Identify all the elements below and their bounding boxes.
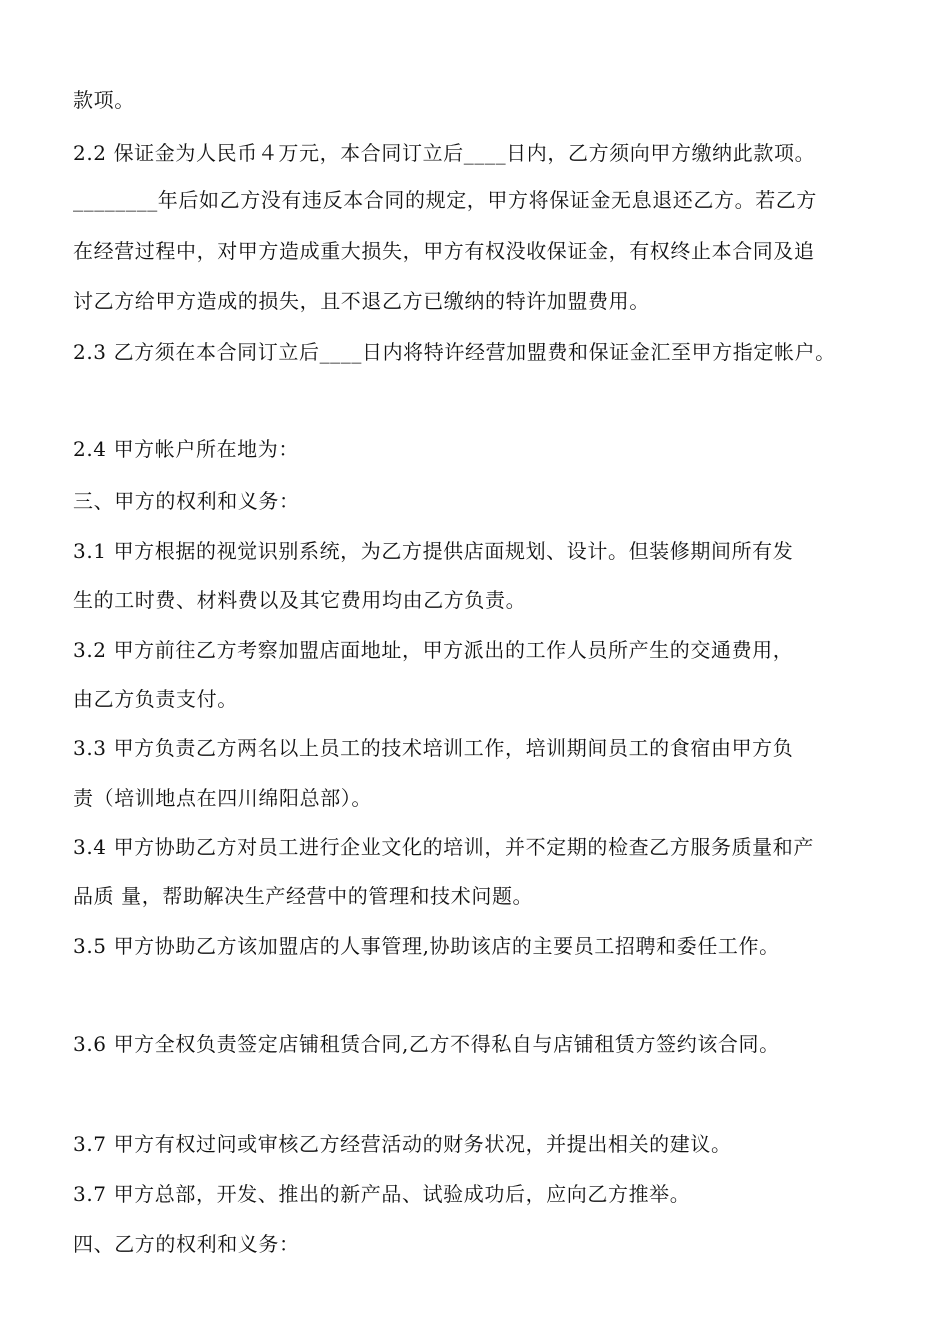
text-line: 3.1 甲方根据的视觉识别系统，为乙方提供店面规划、设计。但装修期间所有发 [73, 539, 794, 563]
text-line: 2.2 保证金为人民币４万元，本合同订立后____日内，乙方须向甲方缴纳此款项。 [73, 141, 816, 165]
text-line: 3.4 甲方协助乙方对员工进行企业文化的培训，并不定期的检查乙方服务质量和产 [73, 835, 814, 859]
section-heading: 四、乙方的权利和义务： [73, 1232, 300, 1256]
text-line: 责（培训地点在四川绵阳总部）。 [73, 786, 372, 810]
text-line: ________年后如乙方没有违反本合同的规定，甲方将保证金无息退还乙方。若乙方 [73, 188, 817, 212]
text-line: 3.2 甲方前往乙方考察加盟店面地址，甲方派出的工作人员所产生的交通费用， [73, 638, 794, 662]
text-line: 由乙方负责支付。 [73, 687, 238, 711]
text-line: 生的工时费、材料费以及其它费用均由乙方负责。 [73, 588, 527, 612]
text-line: 3.3 甲方负责乙方两名以上员工的技术培训工作，培训期间员工的食宿由甲方负 [73, 736, 794, 760]
text-line: 3.7 甲方总部，开发、推出的新产品、试验成功后，应向乙方推举。 [73, 1182, 691, 1206]
text-line: 品质 量，帮助解决生产经营中的管理和技术问题。 [73, 884, 534, 908]
text-line: 3.7 甲方有权过问或审核乙方经营活动的财务状况，并提出相关的建议。 [73, 1132, 732, 1156]
text-line: 讨乙方给甲方造成的损失，且不退乙方已缴纳的特许加盟费用。 [73, 289, 650, 313]
section-heading: 三、甲方的权利和义务： [73, 489, 300, 513]
text-line: 在经营过程中，对甲方造成重大损失，甲方有权没收保证金，有权终止本合同及追 [73, 239, 815, 263]
text-line: 3.5 甲方协助乙方该加盟店的人事管理,协助该店的主要员工招聘和委任工作。 [73, 934, 780, 958]
text-line: 3.6 甲方全权负责签定店铺租赁合同,乙方不得私自与店铺租赁方签约该合同。 [73, 1032, 780, 1056]
text-line: 2.4 甲方帐户所在地为： [73, 437, 299, 461]
text-line: 款项。 [73, 88, 135, 112]
text-line: 2.3 乙方须在本合同订立后____日内将特许经营加盟费和保证金汇至甲方指定帐户。 [73, 340, 836, 364]
